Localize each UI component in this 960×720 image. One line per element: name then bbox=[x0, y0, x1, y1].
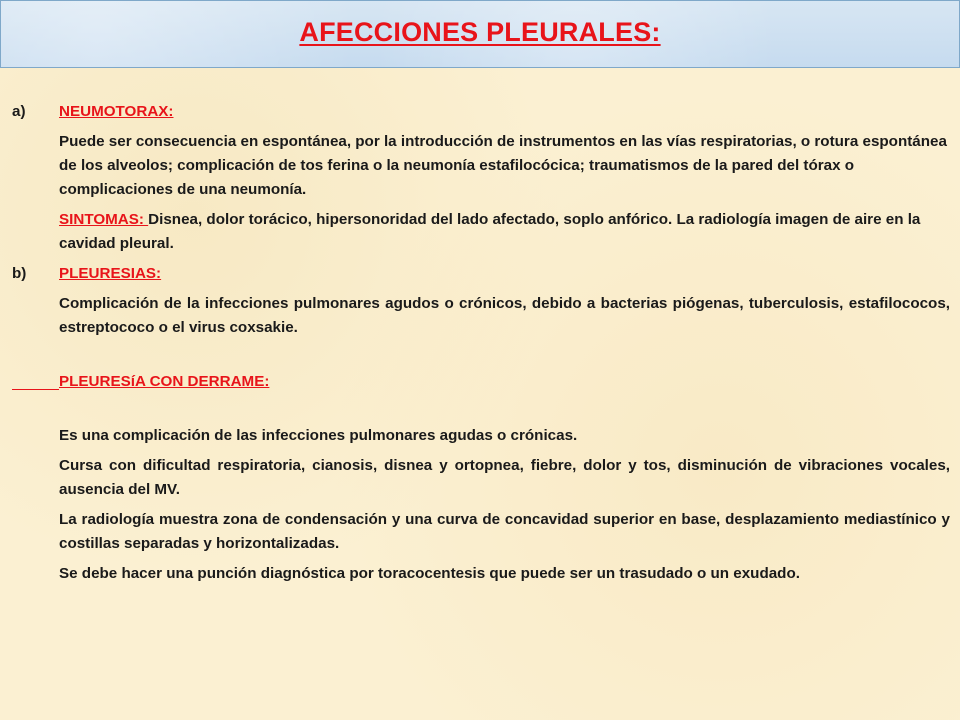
section-b-heading-row bbox=[0, 262, 960, 286]
content-body bbox=[0, 100, 960, 586]
section-b-paragraph-2: Es una complicación de las infecciones pulmonares agudas o crónicas. bbox=[59, 427, 578, 444]
section-a-heading-row bbox=[0, 100, 960, 124]
section-a-heading: NEUMOTORAX: bbox=[59, 103, 174, 120]
section-b-heading: PLEURESIAS: bbox=[59, 265, 162, 282]
section-b-paragraph-5: Se debe hacer una punción diagnóstica por toracocentesis que puede ser un trasudado o un exudado. bbox=[59, 565, 800, 582]
section-b-marker: b) bbox=[12, 265, 27, 282]
section-a-marker: a) bbox=[12, 103, 26, 120]
section-a-paragraph-1: Puede ser consecuencia en espontánea, por la introducción de instrumentos en las vías respiratorias, o rotura espontánea de los alveolos; complicación de tos ferina o la neumonía estafilocócica; traumatismos de la pared del tórax o complicaciones de una neumonía. bbox=[59, 133, 947, 198]
section-b-paragraph-4: La radiología muestra zona de condensación y una curva de concavidad superior en base, desplazamiento mediastínico y costillas separadas y horizontalizadas. bbox=[59, 511, 950, 552]
pleuresia-derrame-heading-row bbox=[0, 370, 960, 394]
page-title: AFECCIONES PLEURALES: bbox=[299, 17, 661, 47]
section-a-sintomas bbox=[0, 208, 960, 256]
title-bar bbox=[0, 0, 960, 68]
sintomas-label: SINTOMAS: bbox=[59, 211, 149, 228]
heading-underline-lead bbox=[12, 370, 59, 390]
section-b-paragraph-1: Complicación de la infecciones pulmonares agudos o crónicos, debido a bacterias piógenas, tuberculosis, estafilococos, estreptococo o el virus coxsakie. bbox=[59, 295, 950, 336]
pleuresia-derrame-heading: PLEURESíA CON DERRAME: bbox=[59, 373, 270, 390]
section-b-paragraph-3: Cursa con dificultad respiratoria, cianosis, disnea y ortopnea, fiebre, dolor y tos, disminución de vibraciones vocales, ausencia del MV. bbox=[59, 457, 950, 498]
sintomas-text: Disnea, dolor torácico, hipersonoridad del lado afectado, soplo anfórico. La radiología imagen de aire en la cavidad pleural. bbox=[59, 211, 921, 252]
